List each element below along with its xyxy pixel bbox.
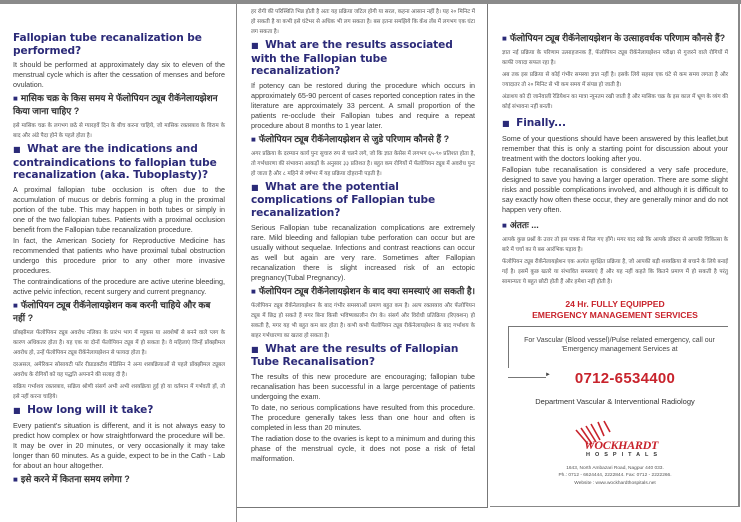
paragraph: The radiation dose to the ovaries is kept to a minimum and during this phase of the menstrual cycle, it does not pose a risk of fetal malformation. <box>251 433 475 463</box>
arrow-right-icon: ► <box>545 372 551 379</box>
hindi-heading-text: मासिक चक्र के किस समय मे फॅलोपियन ट्यूब रीकॅनेलायझेशन किया जाना चाहिए ? <box>13 93 218 117</box>
bullet-square-icon: ■ <box>502 220 507 230</box>
bullet-square-icon: ■ <box>502 34 507 43</box>
hindi-heading-text: फॅलोपियन ट्यूब रीकॅनेलायझेशन के उत्साहवर्धक परिणाम कौनसे हैं? <box>509 33 726 43</box>
emergency-title-line2: EMERGENCY MANAGEMENT SERVICES <box>532 309 698 320</box>
bullet-square-icon: ■ <box>13 405 21 415</box>
hindi-heading <box>502 32 728 45</box>
arrow-line <box>508 377 546 378</box>
hindi-heading-text: फॅलोपियन ट्यूब रीकॅनेलायझेशन कब करनी चाहिये और कब नहीं ? <box>13 299 211 323</box>
heading-results-recanalisation <box>251 343 475 369</box>
logo-subtitle: HOSPITALS <box>586 451 663 458</box>
heading-results-associated <box>251 39 475 78</box>
hindi-heading-text: अंततः ... <box>509 219 539 230</box>
paragraph: Every patient's situation is different, and it is not always easy to predict how complex or how straightforward the procedure will be. It may be over in 20 minutes, or very occasionally it may take longer than 60 minutes. As a guide, expect to be in the Cath - Lab for about an hour altogether. <box>13 420 225 470</box>
right-column <box>490 4 740 507</box>
address: 1643, North Ambazari Road, Nagpur 440 033. <box>566 465 664 471</box>
bullet-square-icon: ■ <box>251 286 256 296</box>
hospital-address-block <box>502 465 728 488</box>
logo-name: WOCKHARDT <box>584 437 658 452</box>
emergency-phone[interactable]: 0712-6534400 <box>574 369 676 387</box>
bullet-square-icon: ■ <box>251 182 259 192</box>
emergency-text: For Vascular (Blood vessel)/Pulse related emergency, call our 'Emergency management Services at <box>524 336 715 354</box>
hindi-heading <box>13 299 225 325</box>
paragraph: Some of your questions should have been answered by this leaflet,but remember that this is only a starting point for discussion about your treatment with the doctors looking after you. <box>502 133 728 163</box>
middle-column <box>237 4 488 508</box>
hindi-paragraph: आपके कुछ प्रश्नों के उत्तर तो इस पत्रक से मिल गए होंगे। मगर याद रखे कि आपके डॉक्टर से आपकी चिकित्सा के बारे में चर्चा का ये बस आरंभिक पड़ाव है। <box>502 236 728 253</box>
hindi-paragraph: ज्ञात नई प्रक्रिया के परिणाम उत्साहजनक हैं, फॅलोपियन ट्यूब रीकॅनेलायझेशन परीक्षा से गुजरने वाले रोगियों में काफी ज्यादा सफल रहा है। <box>502 50 728 66</box>
emergency-title-line1: 24 Hr. FULLY EQUIPPED <box>565 298 665 309</box>
bullet-square-icon: ■ <box>13 474 18 484</box>
paragraph: It should be performed at approximately day six to eleven of the menstrual cycle which is after the cessation of menses and before ovulation. <box>13 60 225 90</box>
heading-text: How long will it take? <box>27 403 154 416</box>
bullet-square-icon: ■ <box>13 300 18 310</box>
hindi-paragraph: अंडाशय को दी जानेवाली रेडियेशन का मात्रा न्यूनतम रखी जाती है और मासिक चक्र के इस काल में भ्रूण के व्यंग की कोई संभावना नहीं बनती। <box>502 94 728 110</box>
heading-indications <box>13 143 225 182</box>
hindi-heading-text: फॅलोपियन ट्यूब रीकॅनेलायझेशन से जुडे परिणाम कौनसे हैं ? <box>258 133 450 144</box>
heading-text: What are the results of Fallopian Tube Recanalisation? <box>251 342 459 369</box>
heading-how-long <box>13 404 225 418</box>
department-name: Department Vascular & Interventional Radiology <box>535 396 695 406</box>
heading-text: Finally... <box>516 117 566 129</box>
bullet-square-icon: ■ <box>502 119 510 128</box>
hindi-paragraph: फॅलोपियन ट्यूब रीकॅनेलायझेशन एक अत्यंत सुरक्षित प्रक्रिया है, जो आपकी बड़ी शस्त्रक्रिया से बचाने के लिये बनाई गई है। इसमें कुछ खतरे या संभावित समस्याएं हैं और यह नहीं कहते कि कितने प्रमाण में हो सकती है परंतु सामान्यतः ये बहुत छोटी होती हैं और हमेशा नहीं होती है। <box>502 258 728 285</box>
paragraph: A proximal fallopian tube occlusion is often due to the accumulation of mucus or debris forming a plug in the proximal portion of the tube. This may happen in both tubes or simply in one of the two fallopian tubes. Patients with a proximal occlusion benefit from the Fallopian tube recanalization procedure. <box>13 184 225 234</box>
heading-when-performed: Fallopian tube recanalization be performed? <box>13 32 202 57</box>
paragraph: To date, no serious complications have resulted from this procedure. The procedure generally takes less than one hour and often is completed in less than 20 minutes. <box>251 402 475 432</box>
heading-text: What are the indications and contraindications to fallopian tube recanalization (aka. Tuboplasty)? <box>13 143 217 182</box>
wockhardt-logo <box>570 420 663 462</box>
heading-text: What are the results associated with the Fallopian tube recanalization? <box>251 39 453 78</box>
hindi-paragraph: इसे मासिक चक्र के लगभग छठे से ग्यारहवें दिन के बीच करना चाहिये, जो मासिक रक्तस्त्राव के विराम के बाद और अंडे पैदा होने के पहले होता है। <box>13 123 225 140</box>
hindi-paragraph: प्रॉक्झीमल फॅलोपियन ट्यूब अवरोध नलिका के प्रारंभ भाग में म्यूकस या अवशेषों से बनने वाले प्लग के कारण अधिकतर होता है। यह एक या दोनों फॅलोपियन ट्यूब में हो सकता है। वे महिलाएं जिन्हें प्रॉक्झीमल अवरोध हो, उन्हें फॅलोपियन ट्यूब रीकॅनेलायझेशन से फायदा होता है। <box>13 329 225 356</box>
paragraph: In fact, the American Society for Reproductive Medicine has recommended that patients who have proximal tubal obstruction undergo this procedure prior to any other more invasive procedures. <box>13 235 225 275</box>
hindi-paragraph: सक्रिय गर्भाशय रक्तस्त्राव, सक्रिय श्रोणी संसर्ग अभी अभी शस्त्रक्रिया हुई हो या वर्तमान में गर्भवती हों, तो इसे नहीं करना चाहिये। <box>13 383 225 400</box>
hindi-heading <box>502 219 728 232</box>
hindi-heading-text: इसे करने में कितना समय लगेगा ? <box>20 473 130 484</box>
paragraph: If potency can be restored during the procedure which occurs in approximately 65-90 percent of cases reported conception rates in the literature are approximately 33 percent. A small proportion of the patients re-occlude their Fallopian tubes and require a repeat procedure about 8 months to 1 year later. <box>251 80 475 130</box>
hindi-paragraph: दरअसल, अमेरिकन सोसायटी फॉर रीप्राडक्टीव मेडिसिन ने अन्य शस्त्रक्रियाओं से पहले प्रॉक्झीमल ट्यूबल अवरोध के रोगियों को यह पद्धति अपनाने की सलाह दी है। <box>13 361 225 378</box>
hindi-heading <box>251 285 475 298</box>
bullet-square-icon: ■ <box>251 41 259 50</box>
paragraph: Fallopian tube recanalisation is considered a very safe procedure, designed to save you having a larger operation. There are some slight risks and possible complications involved, and although it is difficult to say exactly how often these occur, they are generally minor and do not happen very often. <box>502 164 728 214</box>
heading-text: What are the potential complications of Fallopian tube recanalization? <box>251 180 436 219</box>
hindi-heading <box>13 473 225 486</box>
heading-complications <box>251 181 475 220</box>
left-column <box>0 4 237 522</box>
bullet-square-icon: ■ <box>251 344 259 354</box>
hindi-paragraph: हर रोगी की परिस्थिति भिन्न होती है अतः यह प्रक्रिया जटिल होगी या सरल, कहना आसान नहीं है। यह २० मिनिट में हो सकती है या कभी इसे घंटेभर से अधिक भी लग सकता है। बस इतना समझिये कि कॅथ लॅब में लगभग एक घंटा लग सकता है। <box>251 9 475 35</box>
hindi-paragraph: अब तक इस प्रक्रिया से कोई गंभीर समस्या ज्ञात नहीं है। इसके लिये सहसा एक घंटे से कम समय लगता है और ज्यादातर तो २० मिनिट से भी कम समय में संपन्न हो जाती है। <box>502 72 728 88</box>
paragraph: The results of this new procedure are encouraging; fallopian tube recanalisation has been successful in a large percentage of patients undergoing the exam. <box>251 371 475 401</box>
hindi-heading-text: फॅलोपियन ट्यूब रीकॅनेलायझेशन के बाद क्या समस्याएं आ सकती है। <box>258 285 476 296</box>
bullet-square-icon: ■ <box>13 145 21 155</box>
emergency-title <box>502 299 728 321</box>
bullet-square-icon: ■ <box>13 94 18 104</box>
heading-finally <box>502 117 728 131</box>
hindi-paragraph: अगर प्रक्रिया के दरम्यान कार्य पुनः सुचारु रुप से चलने लगे, जो कि ज्ञात केसेस में लगभग ६५-९० प्रतिशत होता है, तो गर्भधारणा की संभावना आकड़ों के अनुसार ३३ प्रतिशत है। बहुत कम रोगियों में फॅलोपियन ट्यूब में अवरोध पुनः हो जाता है और ८ महिने से वर्षभर में यह प्रक्रिया दोहरानी पड़ती है। <box>251 150 475 177</box>
paragraph: The contraindications of the procedure are active uterine bleeding, active pelvic infection, recent surgery and current pregnancy. <box>13 276 225 296</box>
hindi-heading <box>251 133 475 146</box>
bullet-square-icon: ■ <box>251 134 256 144</box>
website-link[interactable]: Website : www.wockhardthospitals.net <box>574 480 656 486</box>
hindi-paragraph: फॅलोपियन ट्यूब रीकॅनेलायझेशन के बाद गंभीर समस्याओं प्रमाण बहुत कम है। अल्प रक्तस्त्राव और फॅलोपियन ट्यूब में छिद्र हो सकते हैं मगर बिना किसी भविष्यकालीन रोग के। संसर्ग और विरोधी प्रतिक्रिया (रिएक्शन) हो सकती है, मगर यह भी बहुत कम बार होता है। कभी कभी फॅलोपियन ट्यूब रीकॅनेलायझेशन के बाद गर्भाशय के बाहर गर्भधारणा का खतरा हो सकता है। <box>251 302 475 339</box>
paragraph: Serious Fallopian tube recanalization complications are extremely rare. Mild bleeding and fallopian tube perforation can occur but are usually without sequelae. Infections and contrast reactions can occur as well but again are very rare. Sometimes after Fallopian recanalization there is slight increased risk of an ectopic pregnancy(Tubal Pregnancy). <box>251 222 475 282</box>
contact-numbers: Ph.: 0712 - 6624444, 2222844. Fax: 0712 - 2222266. <box>558 473 672 479</box>
hindi-heading <box>13 92 225 118</box>
